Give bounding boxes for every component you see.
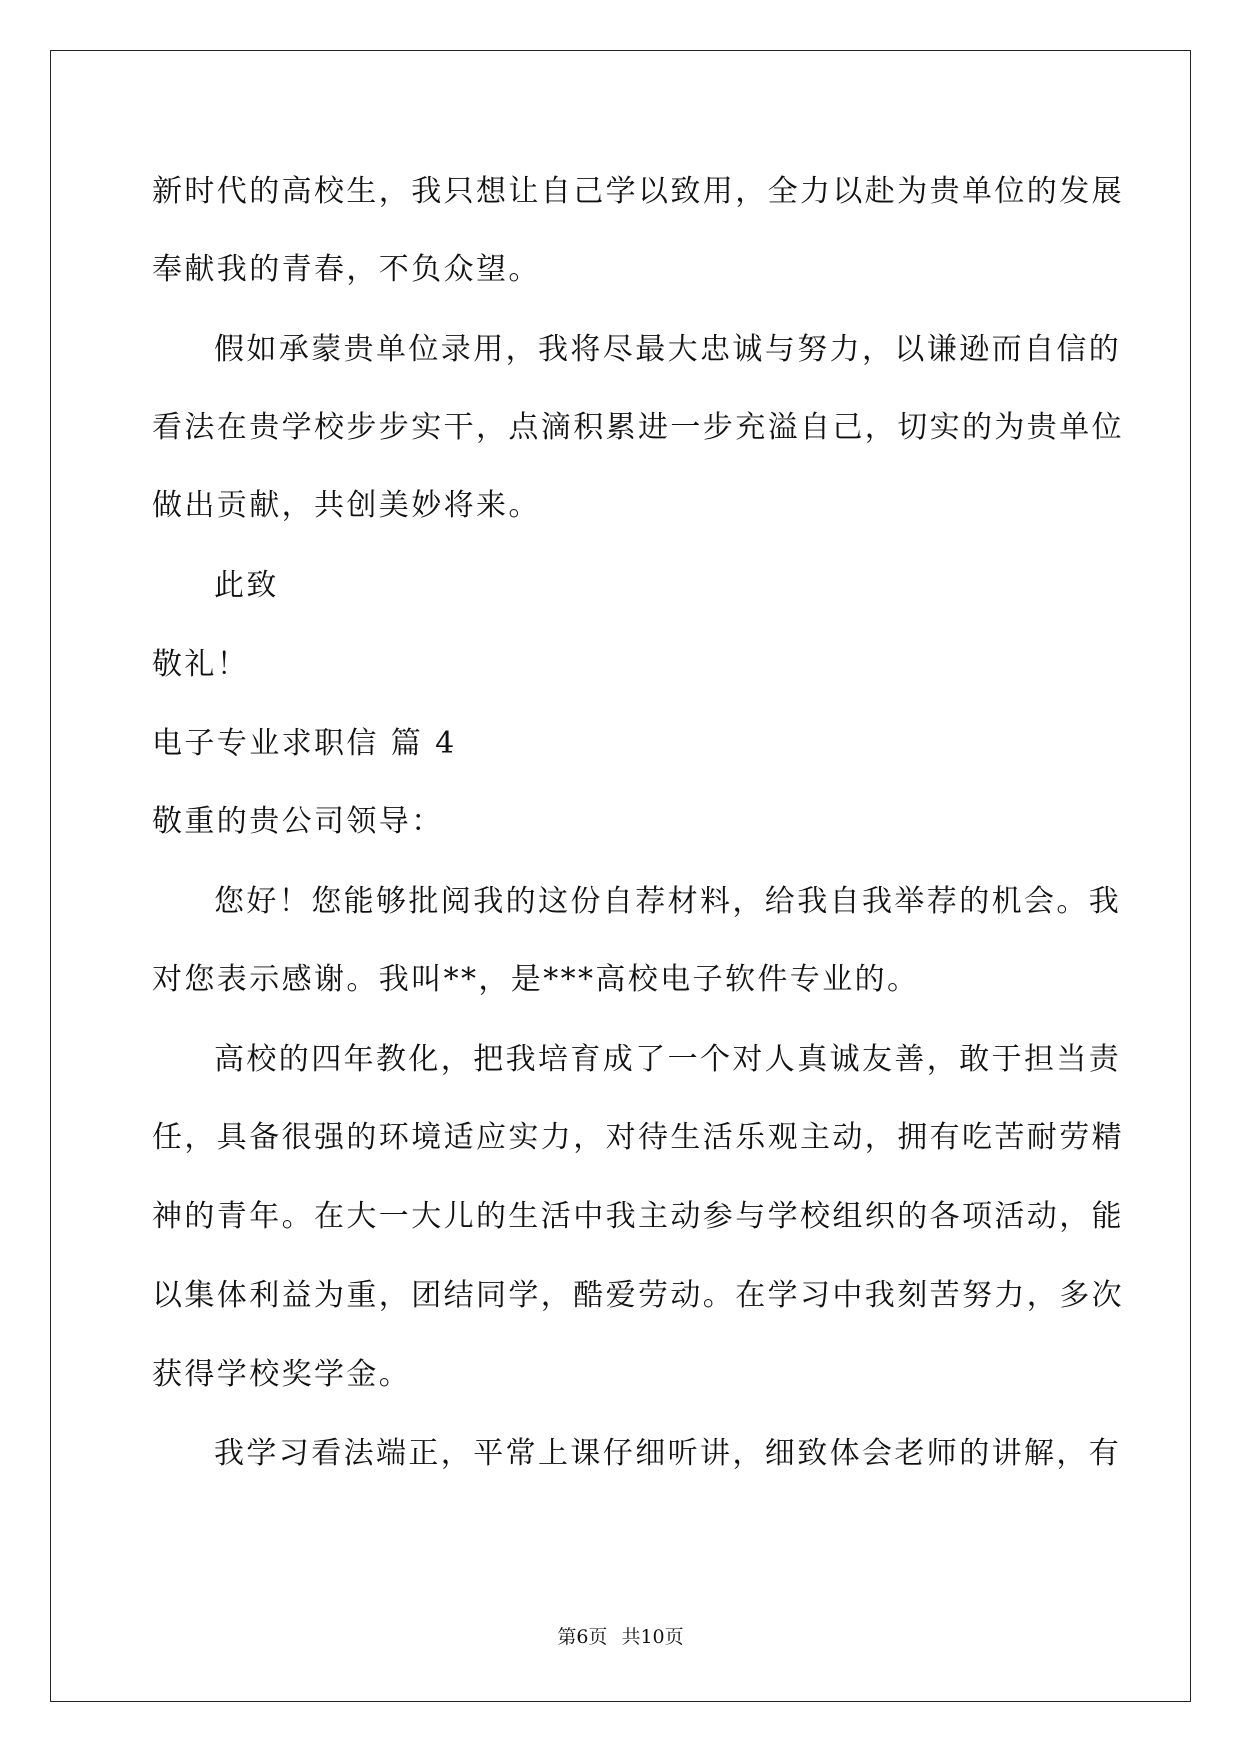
page-number: 第6页 xyxy=(557,1626,608,1648)
text-line: 看法在贵学校步步实干，点滴积累进一步充溢自己，切实的为贵单位 xyxy=(152,410,1124,445)
salutation-regards: 敬礼！ xyxy=(152,647,250,682)
page-total: 共10页 xyxy=(621,1626,684,1648)
text-line: 高校的四年教化，把我培育成了一个对人真诚友善，敢于担当责 xyxy=(214,1042,1122,1077)
salutation-closing: 此致 xyxy=(214,568,279,603)
text-line: 我学习看法端正，平常上课仔细听讲，细致体会老师的讲解，有 xyxy=(214,1436,1122,1471)
page-footer xyxy=(0,1622,1241,1649)
text-line: 奉献我的青春，不负众望。 xyxy=(152,252,541,287)
text-line: 做出贡献，共创美妙将来。 xyxy=(152,488,541,523)
text-line: 以集体利益为重，团结同学，酷爱劳动。在学习中我刻苦努力，多次 xyxy=(152,1278,1124,1313)
text-line: 新时代的高校生，我只想让自己学以致用，全力以赴为贵单位的发展 xyxy=(152,174,1124,209)
text-line: 您好！您能够批阅我的这份自荐材料，给我自我举荐的机会。我 xyxy=(214,884,1122,919)
text-line: 假如承蒙贵单位录用，我将尽最大忠诚与努力，以谦逊而自信的 xyxy=(214,332,1122,367)
text-line: 任，具备很强的环境适应实力，对待生活乐观主动，拥有吃苦耐劳精 xyxy=(152,1120,1124,1155)
letter-greeting: 敬重的贵公司领导： xyxy=(152,804,444,839)
text-line: 获得学校奖学金。 xyxy=(152,1357,412,1392)
section-title: 电子专业求职信 篇 4 xyxy=(152,726,457,761)
text-line: 神的青年。在大一大儿的生活中我主动参与学校组织的各项活动，能 xyxy=(152,1199,1124,1234)
text-line: 对您表示感谢。我叫**，是***高校电子软件专业的。 xyxy=(152,962,920,997)
